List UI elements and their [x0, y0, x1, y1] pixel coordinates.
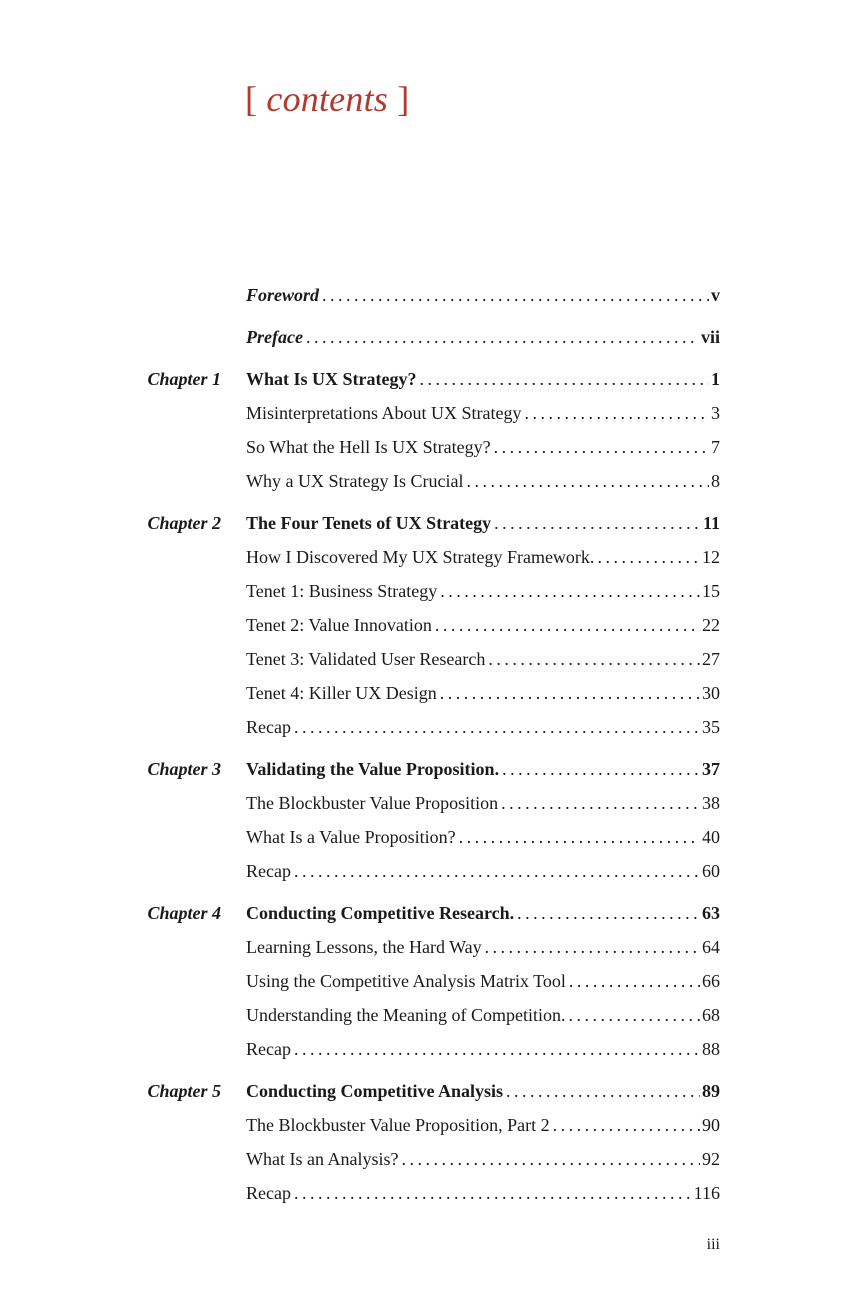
table-of-contents	[0, 280, 864, 1212]
section-title: Tenet 4: Killer UX Design	[246, 683, 437, 703]
section-title: So What the Hell Is UX Strategy?	[246, 437, 491, 457]
leader-dots	[440, 678, 700, 708]
toc-section[interactable]	[0, 932, 864, 966]
section-page: 30	[702, 683, 720, 703]
section-title: Recap	[246, 717, 291, 737]
leader-dots	[485, 932, 700, 962]
toc-entry-title: Preface	[246, 327, 303, 347]
leader-dots	[401, 1144, 700, 1174]
toc-section[interactable]	[0, 644, 864, 678]
leader-dots	[322, 280, 709, 310]
chapter-title: Conducting Competitive Research.	[246, 903, 515, 923]
toc-section[interactable]	[0, 1034, 864, 1068]
toc-entry-page: v	[711, 285, 720, 305]
section-page: 15	[702, 581, 720, 601]
toc-section[interactable]	[0, 1178, 864, 1212]
leader-dots	[440, 576, 700, 606]
toc-section[interactable]	[0, 610, 864, 644]
chapter-title: What Is UX Strategy?	[246, 369, 417, 389]
toc-section[interactable]	[0, 1144, 864, 1178]
section-page: 68	[702, 1005, 720, 1025]
section-title: Learning Lessons, the Hard Way	[246, 937, 482, 957]
toc-section[interactable]	[0, 966, 864, 1000]
section-page: 116	[693, 1183, 720, 1203]
leader-dots	[517, 898, 700, 928]
toc-chapter-5[interactable]	[0, 1076, 864, 1110]
section-page: 90	[702, 1115, 720, 1135]
section-title: Why a UX Strategy Is Crucial	[246, 471, 464, 491]
toc-section[interactable]	[0, 466, 864, 500]
section-page: 35	[702, 717, 720, 737]
toc-entry-title: Foreword	[246, 285, 320, 305]
toc-section[interactable]	[0, 542, 864, 576]
section-page: 22	[702, 615, 720, 635]
chapter-title: The Four Tenets of UX Strategy	[246, 513, 492, 533]
leader-dots	[306, 322, 699, 352]
section-title: Recap	[246, 1039, 291, 1059]
chapter-page: 89	[702, 1081, 720, 1101]
section-title: What Is a Value Proposition?	[246, 827, 456, 847]
section-title: Tenet 1: Business Strategy	[246, 581, 438, 601]
section-title: Misinterpretations About UX Strategy	[246, 403, 522, 423]
section-title: Understanding the Meaning of Competition.	[246, 1005, 566, 1025]
toc-chapter-1[interactable]	[0, 364, 864, 398]
chapter-page: 1	[711, 369, 720, 389]
leader-dots	[568, 1000, 700, 1030]
chapter-page: 11	[702, 513, 720, 533]
title-word: contents	[266, 79, 388, 119]
section-title: Tenet 2: Value Innovation	[246, 615, 432, 635]
section-title: Using the Competitive Analysis Matrix Tool	[246, 971, 566, 991]
section-title: The Blockbuster Value Proposition	[246, 793, 499, 813]
section-page: 60	[702, 861, 720, 881]
title-close-bracket: ]	[397, 79, 410, 119]
toc-section[interactable]	[0, 576, 864, 610]
leader-dots	[569, 966, 700, 996]
section-title: Tenet 3: Validated User Research	[246, 649, 486, 669]
section-page: 38	[702, 793, 720, 813]
title-open-bracket: [	[245, 79, 258, 119]
section-title: The Blockbuster Value Proposition, Part 2	[246, 1115, 550, 1135]
chapter-label: Chapter 2	[147, 513, 221, 533]
section-page: 66	[702, 971, 720, 991]
toc-chapter-2[interactable]	[0, 508, 864, 542]
toc-section[interactable]	[0, 712, 864, 746]
chapter-label: Chapter 4	[147, 903, 221, 923]
chapter-title: Conducting Competitive Analysis	[246, 1081, 504, 1101]
section-page: 88	[702, 1039, 720, 1059]
leader-dots	[553, 1110, 700, 1140]
leader-dots	[494, 432, 709, 462]
section-page: 40	[702, 827, 720, 847]
section-page: 64	[702, 937, 720, 957]
page-number: iii	[706, 1236, 720, 1253]
leader-dots	[294, 1034, 700, 1064]
toc-chapter-3[interactable]	[0, 754, 864, 788]
chapter-label: Chapter 1	[147, 369, 221, 389]
toc-section[interactable]	[0, 822, 864, 856]
section-title: Recap	[246, 861, 291, 881]
chapter-label: Chapter 3	[147, 759, 221, 779]
chapter-label: Chapter 5	[147, 1081, 221, 1101]
leader-dots	[506, 1076, 700, 1106]
leader-dots	[459, 822, 700, 852]
toc-section[interactable]	[0, 398, 864, 432]
section-title: How I Discovered My UX Strategy Framework.	[246, 547, 595, 567]
leader-dots	[501, 788, 700, 818]
toc-entry-preface[interactable]	[0, 322, 864, 356]
chapter-title: Validating the Value Proposition.	[246, 759, 500, 779]
leader-dots	[502, 754, 700, 784]
section-page: 27	[702, 649, 720, 669]
chapter-page: 37	[702, 759, 720, 779]
leader-dots	[420, 364, 710, 394]
leader-dots	[294, 856, 700, 886]
leader-dots	[294, 1178, 692, 1208]
leader-dots	[435, 610, 700, 640]
toc-entry-page: vii	[700, 327, 720, 347]
section-title: Recap	[246, 1183, 291, 1203]
toc-section[interactable]	[0, 788, 864, 822]
leader-dots	[294, 712, 700, 742]
toc-section[interactable]	[0, 856, 864, 890]
page-title	[245, 78, 409, 120]
section-title: What Is an Analysis?	[246, 1149, 399, 1169]
toc-chapter-4[interactable]	[0, 898, 864, 932]
section-page: 92	[702, 1149, 720, 1169]
toc-section[interactable]	[0, 432, 864, 466]
toc-section[interactable]	[0, 678, 864, 712]
section-page: 12	[702, 547, 720, 567]
section-page: 8	[711, 471, 720, 491]
leader-dots	[524, 398, 709, 428]
toc-section[interactable]	[0, 1110, 864, 1144]
section-page: 3	[711, 403, 720, 423]
toc-entry-foreword[interactable]	[0, 280, 864, 314]
leader-dots	[466, 466, 709, 496]
toc-section[interactable]	[0, 1000, 864, 1034]
leader-dots	[597, 542, 700, 572]
chapter-page: 63	[702, 903, 720, 923]
section-page: 7	[711, 437, 720, 457]
leader-dots	[494, 508, 701, 538]
leader-dots	[488, 644, 700, 674]
